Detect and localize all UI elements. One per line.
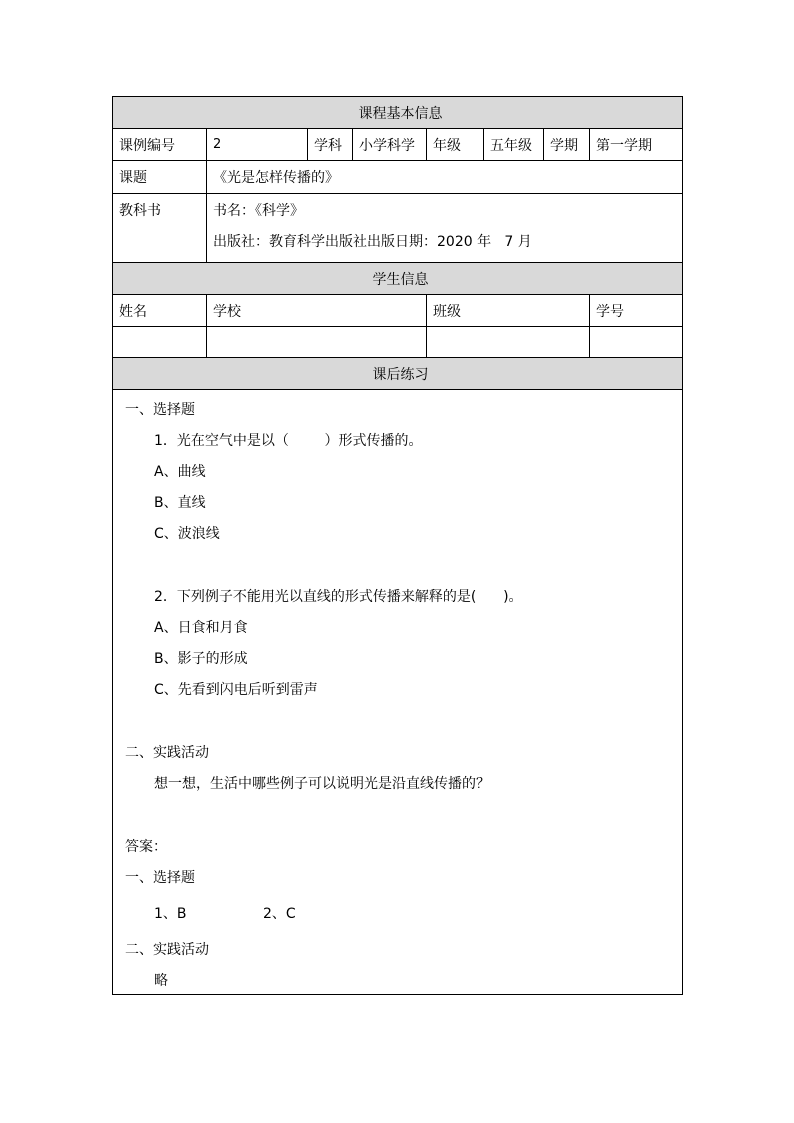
grade-value: 五年级 — [484, 129, 544, 161]
answer-label: 答案： — [125, 839, 167, 855]
class-label: 班级 — [427, 295, 590, 327]
student-info-header: 学生信息 — [113, 263, 683, 295]
subject-label: 学科 — [308, 129, 353, 161]
question-1-stem: 1．光在空气中是以（ ）形式传播的。 — [154, 433, 423, 449]
name-label: 姓名 — [113, 295, 207, 327]
grade-label: 年级 — [427, 129, 484, 161]
question-2-option-a: A、日食和月食 — [154, 620, 248, 636]
topic-value: 《光是怎样传播的》 — [207, 161, 683, 194]
term-value: 第一学期 — [590, 129, 683, 161]
exercise-body — [113, 390, 683, 995]
activity-prompt: 想一想，生活中哪些例子可以说明光是沿直线传播的？ — [154, 776, 490, 792]
answer-section-activity-title: 二、实践活动 — [125, 942, 209, 958]
question-1-option-a: A、曲线 — [154, 464, 206, 480]
lesson-table — [112, 96, 683, 995]
case-number-value: 2 — [207, 129, 308, 161]
course-info-header: 课程基本信息 — [113, 97, 683, 129]
topic-label: 课题 — [113, 161, 207, 194]
student-id-label: 学号 — [590, 295, 683, 327]
question-1-option-c: C、波浪线 — [154, 526, 220, 542]
publisher-info: 出版社：教育科学出版社出版日期：2020 年 7 月 — [213, 234, 532, 250]
question-2-stem: 2．下列例子不能用光以直线的形式传播来解释的是( )。 — [154, 589, 523, 605]
textbook-info — [207, 194, 683, 263]
question-1-option-b: B、直线 — [154, 495, 206, 511]
section-activity-title: 二、实践活动 — [125, 745, 209, 761]
answer-section-choice-title: 一、选择题 — [125, 870, 195, 886]
answer-2: 2、C — [263, 906, 296, 922]
book-name: 书名：《科学》 — [213, 203, 304, 219]
answer-1: 1、B — [154, 906, 187, 922]
exercise-header: 课后练习 — [113, 358, 683, 390]
question-2-option-b: B、影子的形成 — [154, 651, 248, 667]
subject-value: 小学科学 — [353, 129, 427, 161]
student-id-field[interactable] — [590, 327, 683, 358]
class-field[interactable] — [427, 327, 590, 358]
textbook-label: 教科书 — [113, 194, 207, 263]
case-number-label: 课例编号 — [113, 129, 207, 161]
name-field[interactable] — [113, 327, 207, 358]
school-label: 学校 — [207, 295, 427, 327]
answer-activity: 略 — [154, 973, 168, 989]
school-field[interactable] — [207, 327, 427, 358]
question-2-option-c: C、先看到闪电后听到雷声 — [154, 682, 318, 698]
term-label: 学期 — [544, 129, 590, 161]
section-choice-title: 一、选择题 — [125, 402, 195, 418]
